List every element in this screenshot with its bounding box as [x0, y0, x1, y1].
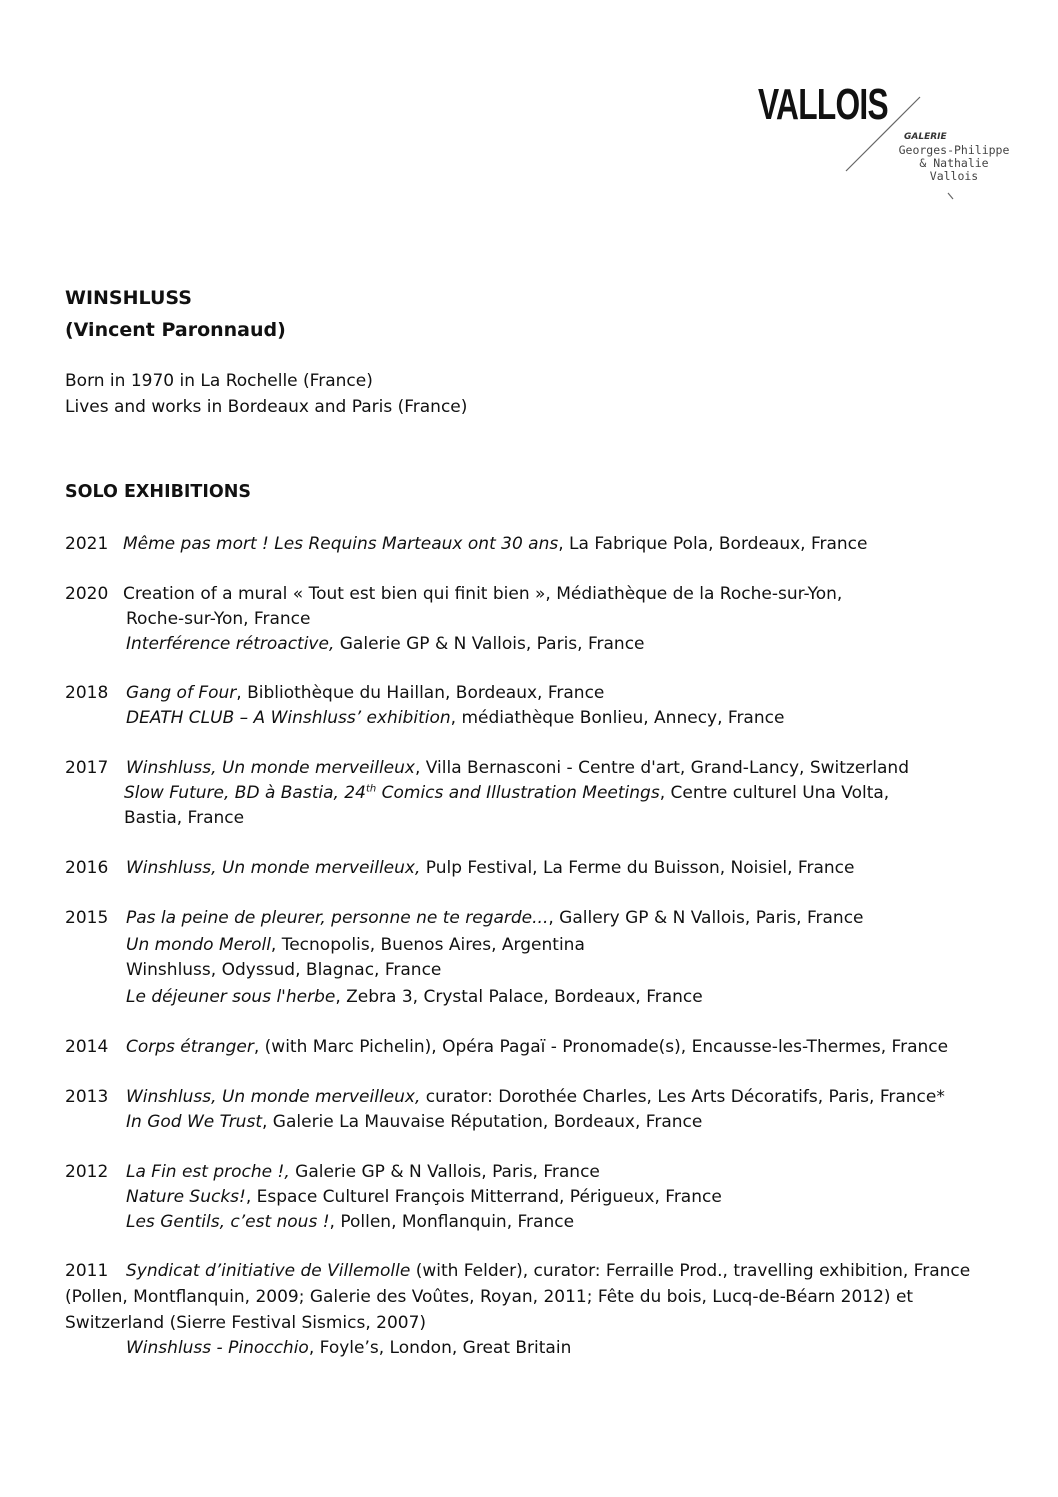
logo-galerie-label: GALERIE: [904, 132, 947, 142]
exhibition-entry: [124, 781, 1025, 806]
year-entries: [126, 681, 1025, 731]
artist-name: WINSHLUSS: [65, 287, 192, 309]
exhibition-entry: [126, 933, 1025, 958]
year-label: 2011: [65, 1261, 109, 1281]
exhibition-title: Interférence rétroactive,: [126, 634, 335, 654]
year-entries: [65, 1259, 1025, 1361]
exhibition-title: DEATH CLUB – A Winshluss’ exhibition: [126, 708, 451, 728]
exhibition-details: curator: Dorothée Charles, Les Arts Décoratifs, Paris, France*: [420, 1087, 945, 1107]
exhibition-details: , Zebra 3, Crystal Palace, Bordeaux, France: [335, 987, 703, 1007]
exhibition-title: Un mondo Meroll: [126, 935, 271, 955]
exhibition-entry-continued: Switzerland (Sierre Festival Sismics, 2007): [65, 1313, 427, 1333]
exhibition-details: , Bibliothèque du Haillan, Bordeaux, France: [236, 683, 605, 703]
year-label: 2016: [65, 858, 109, 878]
exhibition-entry: [126, 1085, 1025, 1110]
logo-wordmark: VALLOIS: [758, 80, 888, 129]
gallery-logo: [754, 76, 1024, 216]
section-title: SOLO EXHIBITIONS: [65, 482, 252, 502]
exhibition-details: , Tecnopolis, Buenos Aires, Argentina: [270, 935, 585, 955]
exhibition-details: Galerie GP & N Vallois, Paris, France: [289, 1162, 600, 1182]
year-label: 2013: [65, 1087, 109, 1107]
exhibition-title: Même pas mort ! Les Requins Marteaux ont 30 ans: [123, 534, 559, 554]
logo-subtitle-line: Georges-Philippe: [898, 143, 1010, 157]
exhibition-details: , (with Marc Pichelin), Opéra Pagaï - Pronomade(s), Encausse-les-Thermes, France: [253, 1037, 949, 1057]
year-entries: [126, 1035, 1025, 1060]
exhibition-entry: [126, 1110, 1025, 1135]
exhibition-details: , La Fabrique Pola, Bordeaux, France: [558, 534, 868, 554]
exhibition-title-part: Comics and Illustration Meetings: [376, 783, 660, 803]
exhibition-entry: Winshluss, Odyssud, Blagnac, France: [126, 960, 442, 980]
exhibition-title: Le déjeuner sous l'herbe: [126, 987, 336, 1007]
year-label: 2014: [65, 1037, 109, 1057]
year-entries: [126, 756, 1025, 831]
logo-subtitle: [894, 144, 1014, 183]
exhibition-title: Pas la peine de pleurer, personne ne te regarde...: [126, 908, 549, 928]
year-label: 2015: [65, 908, 109, 928]
exhibition-entry: Creation of a mural « Tout est bien qui finit bien », Médiathèque de la Roche-sur-Yon,: [123, 584, 843, 604]
exhibition-details: (with Felder), curator: Ferraille Prod., travelling exhibition, France: [410, 1261, 971, 1281]
exhibition-title-part: Slow Future, BD à Bastia, 24: [124, 783, 366, 803]
year-entries: [123, 582, 1022, 657]
exhibition-entry: [126, 1210, 1025, 1235]
exhibition-details: Galerie GP & N Vallois, Paris, France: [334, 634, 645, 654]
year-label: 2020: [65, 584, 109, 604]
exhibition-title: Winshluss, Un monde merveilleux,: [126, 858, 421, 878]
exhibition-title: Winshluss, Un monde merveilleux: [126, 758, 415, 778]
exhibition-title: Gang of Four: [126, 683, 237, 703]
exhibition-entry: [126, 1160, 1025, 1185]
exhibition-details: , Villa Bernasconi - Centre d'art, Grand-Lancy, Switzerland: [414, 758, 909, 778]
exhibition-entry: [65, 1259, 1025, 1284]
exhibition-details: , Centre culturel Una Volta,: [659, 783, 890, 803]
logo-subtitle-line: & Nathalie: [919, 156, 989, 170]
artist-bio: [65, 368, 467, 420]
exhibition-title: Winshluss, Un monde merveilleux,: [126, 1087, 421, 1107]
year-entries: [126, 1085, 1025, 1135]
exhibition-details: , Foyle’s, London, Great Britain: [308, 1338, 572, 1358]
year-label: 2012: [65, 1162, 109, 1182]
year-label: 2017: [65, 758, 109, 778]
exhibition-details: , Pollen, Monflanquin, France: [329, 1212, 575, 1232]
exhibition-entry: [126, 1185, 1025, 1210]
exhibition-title: [124, 783, 660, 803]
exhibition-entry: [126, 856, 1025, 881]
exhibition-details: , Galerie La Mauvaise Réputation, Bordeaux, France: [261, 1112, 703, 1132]
exhibition-title: In God We Trust: [126, 1112, 262, 1132]
year-entries: [126, 1160, 1025, 1235]
exhibition-title: Syndicat d’initiative de Villemolle: [126, 1261, 411, 1281]
exhibition-entry: [126, 706, 1025, 731]
exhibition-entry: [126, 1035, 1025, 1060]
exhibition-title: Nature Sucks!: [126, 1187, 246, 1207]
artist-header: [65, 282, 286, 346]
exhibition-entry-continued: (Pollen, Montflanquin, 2009; Galerie des Voûtes, Royan, 2011; Fête du bois, Lucq-de-Béarn 2012) et: [65, 1287, 914, 1307]
ordinal-suffix: th: [365, 783, 377, 795]
year-entries: [123, 532, 1022, 557]
exhibition-entry: [126, 756, 1025, 781]
exhibition-details: , Espace Culturel François Mitterrand, Périgueux, France: [245, 1187, 722, 1207]
exhibition-title: Winshluss - Pinocchio: [126, 1338, 309, 1358]
exhibition-entry-continued: Roche-sur-Yon, France: [126, 609, 311, 629]
artist-born: Born in 1970 in La Rochelle (France): [65, 371, 373, 391]
exhibition-entry: [126, 681, 1025, 706]
artist-real-name: (Vincent Paronnaud): [65, 319, 286, 341]
artist-lives: Lives and works in Bordeaux and Paris (France): [65, 397, 468, 417]
exhibition-entry: [123, 632, 1022, 657]
exhibition-entry-continued: Bastia, France: [124, 808, 245, 828]
exhibition-entry: [126, 985, 1025, 1010]
exhibition-details: , Gallery GP & N Vallois, Paris, France: [548, 908, 864, 928]
exhibition-entry: [123, 532, 1022, 557]
exhibition-title: Corps étranger: [126, 1037, 254, 1057]
year-label: 2021: [65, 534, 109, 554]
exhibition-details: Pulp Festival, La Ferme du Buisson, Noisiel, France: [420, 858, 855, 878]
exhibition-entry: [65, 1336, 1025, 1361]
exhibition-details: , médiathèque Bonlieu, Annecy, France: [450, 708, 785, 728]
exhibition-title: La Fin est proche !,: [126, 1162, 290, 1182]
year-label: 2018: [65, 683, 109, 703]
year-entries: [126, 906, 1025, 1010]
logo-subtitle-line: Vallois: [929, 169, 979, 183]
exhibition-title: Les Gentils, c’est nous !: [126, 1212, 330, 1232]
year-entries: [126, 856, 1025, 881]
exhibition-entry: [126, 906, 1025, 931]
